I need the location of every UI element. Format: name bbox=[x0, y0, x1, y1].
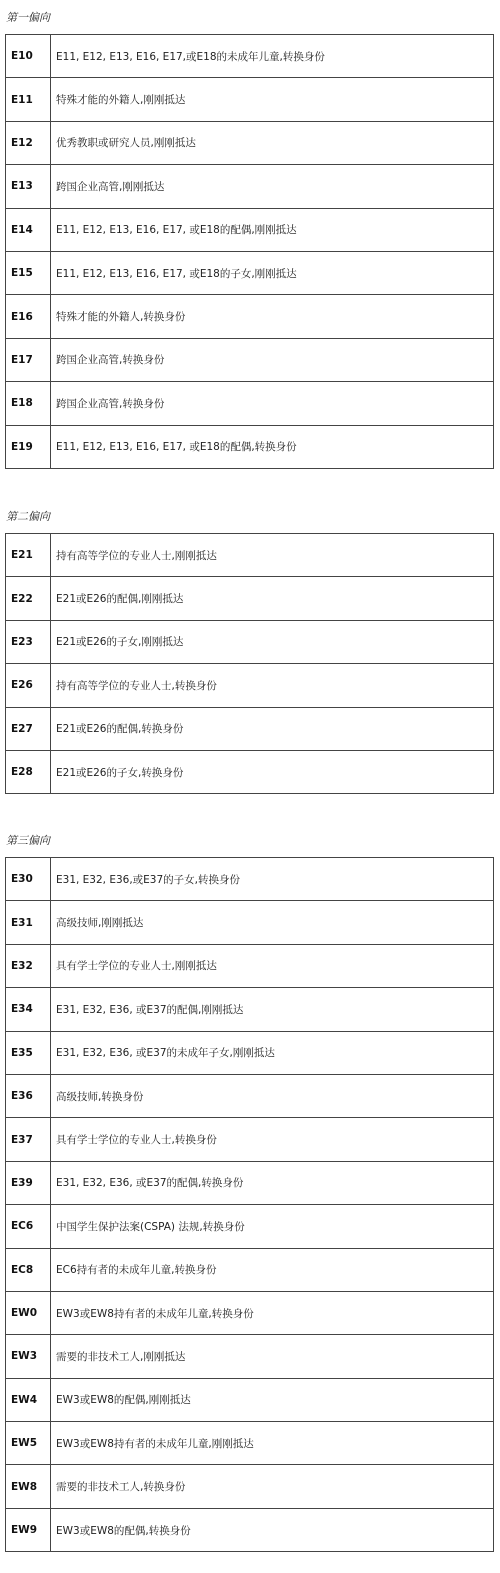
visa-description-cell: 持有高等学位的专业人士,转换身份 bbox=[51, 664, 494, 707]
visa-code-cell: E22 bbox=[6, 577, 51, 620]
visa-table-second-preference bbox=[5, 533, 494, 794]
table-row bbox=[6, 1422, 494, 1465]
visa-code-cell: EW0 bbox=[6, 1291, 51, 1334]
visa-description-cell: EW3或EW8持有者的未成年儿童,转换身份 bbox=[51, 1291, 494, 1334]
table-row bbox=[6, 382, 494, 425]
visa-description-cell: 具有学士学位的专业人士,刚刚抵达 bbox=[51, 944, 494, 987]
visa-description-cell: 具有学士学位的专业人士,转换身份 bbox=[51, 1118, 494, 1161]
visa-code-cell: E27 bbox=[6, 707, 51, 750]
visa-description-cell: EC6持有者的未成年儿童,转换身份 bbox=[51, 1248, 494, 1291]
visa-table-first-preference bbox=[5, 34, 494, 469]
visa-code-cell: E34 bbox=[6, 988, 51, 1031]
table-row bbox=[6, 1335, 494, 1378]
visa-code-cell: E31 bbox=[6, 901, 51, 944]
section-title-second-preference: 第二偏向 bbox=[6, 510, 50, 523]
visa-description-cell: 需要的非技术工人,转换身份 bbox=[51, 1465, 494, 1508]
table-row bbox=[6, 251, 494, 294]
table-row bbox=[6, 707, 494, 750]
visa-description-cell: E21或E26的配偶,转换身份 bbox=[51, 707, 494, 750]
table-row bbox=[6, 425, 494, 468]
table-row bbox=[6, 1508, 494, 1551]
visa-code-cell: E16 bbox=[6, 295, 51, 338]
visa-description-cell: 优秀教职或研究人员,刚刚抵达 bbox=[51, 121, 494, 164]
visa-code-cell: E21 bbox=[6, 534, 51, 577]
visa-description-cell: E31, E32, E36, 或E37的配偶,转换身份 bbox=[51, 1161, 494, 1204]
table-row bbox=[6, 1205, 494, 1248]
visa-description-cell: 中国学生保护法案(CSPA) 法规,转换身份 bbox=[51, 1205, 494, 1248]
table-row bbox=[6, 620, 494, 663]
visa-code-cell: E10 bbox=[6, 35, 51, 78]
visa-code-cell: E17 bbox=[6, 338, 51, 381]
table-row bbox=[6, 1118, 494, 1161]
visa-description-cell: E11, E12, E13, E16, E17, 或E18的配偶,刚刚抵达 bbox=[51, 208, 494, 251]
visa-code-cell: E14 bbox=[6, 208, 51, 251]
visa-code-cell: EC8 bbox=[6, 1248, 51, 1291]
table-row bbox=[6, 295, 494, 338]
visa-description-cell: 特殊才能的外籍人,刚刚抵达 bbox=[51, 78, 494, 121]
visa-description-cell: 需要的非技术工人,刚刚抵达 bbox=[51, 1335, 494, 1378]
section-title-first-preference: 第一偏向 bbox=[6, 11, 50, 24]
visa-code-cell: E35 bbox=[6, 1031, 51, 1074]
visa-description-cell: E31, E32, E36, 或E37的配偶,刚刚抵达 bbox=[51, 988, 494, 1031]
visa-description-cell: EW3或EW8的配偶,转换身份 bbox=[51, 1508, 494, 1551]
visa-description-cell: E21或E26的配偶,刚刚抵达 bbox=[51, 577, 494, 620]
visa-code-cell: E37 bbox=[6, 1118, 51, 1161]
table-row bbox=[6, 121, 494, 164]
table-row bbox=[6, 78, 494, 121]
table-row bbox=[6, 944, 494, 987]
visa-code-cell: E30 bbox=[6, 858, 51, 901]
visa-code-cell: EW4 bbox=[6, 1378, 51, 1421]
table-row bbox=[6, 208, 494, 251]
visa-code-cell: EW5 bbox=[6, 1422, 51, 1465]
visa-description-cell: 持有高等学位的专业人士,刚刚抵达 bbox=[51, 534, 494, 577]
visa-description-cell: E21或E26的子女,刚刚抵达 bbox=[51, 620, 494, 663]
visa-code-cell: E23 bbox=[6, 620, 51, 663]
visa-description-cell: E21或E26的子女,转换身份 bbox=[51, 750, 494, 793]
table-row bbox=[6, 1161, 494, 1204]
table-row bbox=[6, 35, 494, 78]
table-row bbox=[6, 664, 494, 707]
table-row bbox=[6, 577, 494, 620]
visa-code-cell: E32 bbox=[6, 944, 51, 987]
visa-code-cell: E19 bbox=[6, 425, 51, 468]
visa-code-cell: E18 bbox=[6, 382, 51, 425]
table-row bbox=[6, 534, 494, 577]
visa-code-cell: EC6 bbox=[6, 1205, 51, 1248]
visa-code-cell: E15 bbox=[6, 251, 51, 294]
table-row bbox=[6, 1465, 494, 1508]
section-title-third-preference: 第三偏向 bbox=[6, 834, 50, 847]
table-row bbox=[6, 165, 494, 208]
table-row bbox=[6, 1291, 494, 1334]
table-row bbox=[6, 988, 494, 1031]
visa-code-cell: E36 bbox=[6, 1074, 51, 1117]
visa-description-cell: E11, E12, E13, E16, E17, 或E18的子女,刚刚抵达 bbox=[51, 251, 494, 294]
visa-description-cell: 跨国企业高管,转换身份 bbox=[51, 382, 494, 425]
table-row bbox=[6, 1074, 494, 1117]
visa-description-cell: E11, E12, E13, E16, E17,或E18的未成年儿童,转换身份 bbox=[51, 35, 494, 78]
visa-description-cell: 跨国企业高管,刚刚抵达 bbox=[51, 165, 494, 208]
visa-description-cell: 特殊才能的外籍人,转换身份 bbox=[51, 295, 494, 338]
visa-code-cell: E39 bbox=[6, 1161, 51, 1204]
table-row bbox=[6, 338, 494, 381]
visa-code-cell: E28 bbox=[6, 750, 51, 793]
visa-table-third-preference bbox=[5, 857, 494, 1552]
visa-code-cell: E26 bbox=[6, 664, 51, 707]
table-row bbox=[6, 901, 494, 944]
visa-code-cell: EW8 bbox=[6, 1465, 51, 1508]
visa-description-cell: E31, E32, E36,或E37的子女,转换身份 bbox=[51, 858, 494, 901]
table-row bbox=[6, 1248, 494, 1291]
visa-description-cell: E31, E32, E36, 或E37的未成年子女,刚刚抵达 bbox=[51, 1031, 494, 1074]
visa-code-cell: E13 bbox=[6, 165, 51, 208]
visa-description-cell: 高级技师,刚刚抵达 bbox=[51, 901, 494, 944]
visa-description-cell: 跨国企业高管,转换身份 bbox=[51, 338, 494, 381]
table-row bbox=[6, 1031, 494, 1074]
visa-code-cell: EW9 bbox=[6, 1508, 51, 1551]
visa-description-cell: EW3或EW8持有者的未成年儿童,刚刚抵达 bbox=[51, 1422, 494, 1465]
visa-code-cell: EW3 bbox=[6, 1335, 51, 1378]
table-row bbox=[6, 1378, 494, 1421]
visa-description-cell: EW3或EW8的配偶,刚刚抵达 bbox=[51, 1378, 494, 1421]
table-row bbox=[6, 750, 494, 793]
visa-description-cell: 高级技师,转换身份 bbox=[51, 1074, 494, 1117]
visa-code-cell: E11 bbox=[6, 78, 51, 121]
table-row bbox=[6, 858, 494, 901]
visa-code-cell: E12 bbox=[6, 121, 51, 164]
visa-description-cell: E11, E12, E13, E16, E17, 或E18的配偶,转换身份 bbox=[51, 425, 494, 468]
